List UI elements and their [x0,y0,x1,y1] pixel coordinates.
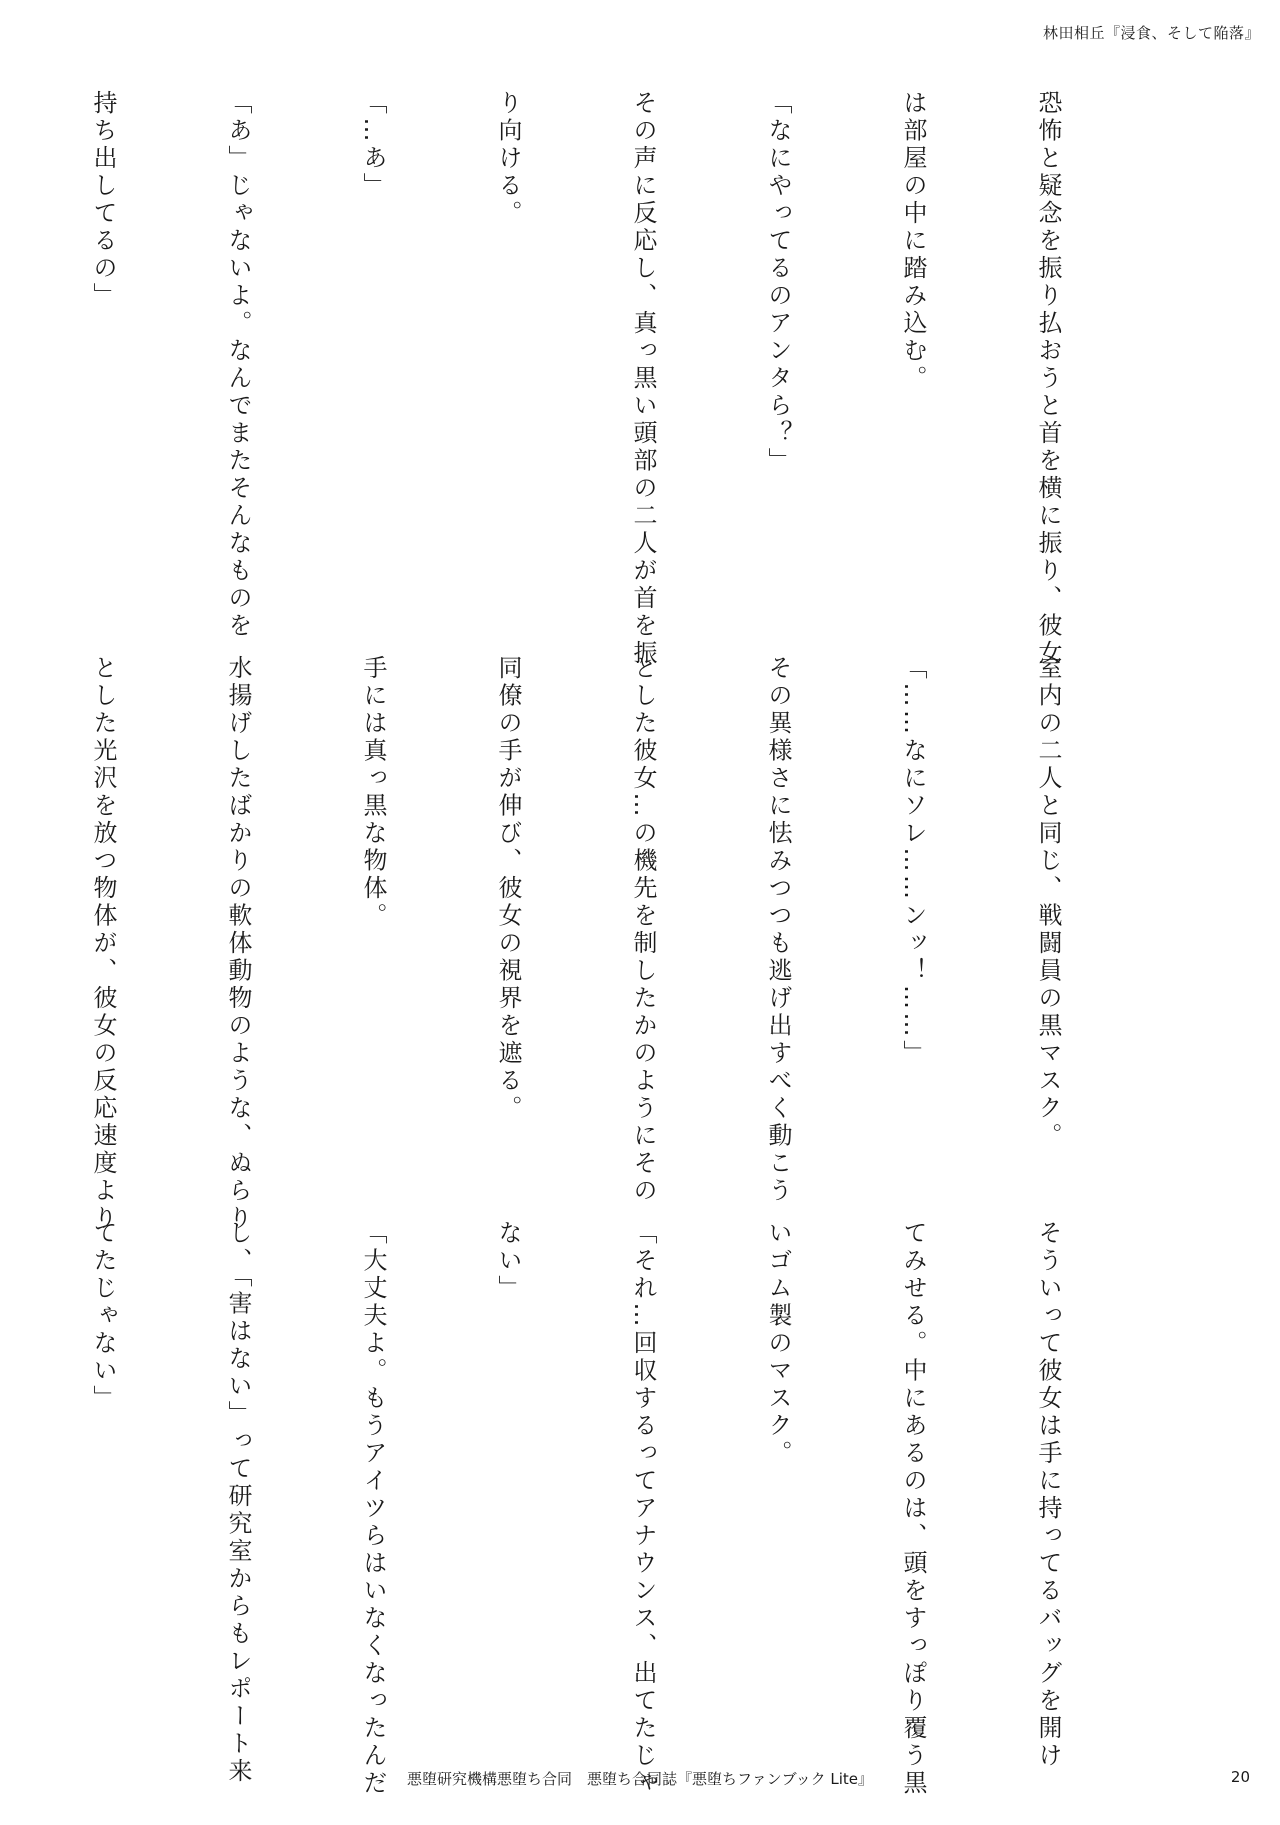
page-number: 20 [1230,1768,1250,1786]
text-line: 「大丈夫よ。もうアイツらはいなくなったんだ [359,1220,387,1798]
text-line: 「……なにソレ……ンッ！……」 [899,655,927,1068]
text-line: とした彼女…の機先を制したかのようにその [629,655,657,1205]
text-line: 「なにやってるのアンタら？」 [764,90,792,475]
running-footer: 悪堕研究機構悪堕ち合同 悪堕ち合同誌『悪堕ちファンブック Lite』 [406,1770,874,1788]
text-line: し、「害はない」って研究室からもレポート来 [224,1220,252,1786]
running-header: 林田相丘『浸食、そして陥落』 [1042,24,1260,42]
text-line: 「それ…回収するってアナウンス、出てたじゃ [629,1220,657,1798]
text-line: いゴム製のマスク。 [764,1220,792,1468]
text-line: その異様さに怯みつつも逃げ出すべく動こう [764,655,792,1205]
text-line: 水揚げしたばかりの軟体動物のような、ぬらり [224,655,252,1233]
text-line: は部屋の中に踏み込む。 [899,90,927,393]
text-line: その声に反応し、真っ黒い頭部の二人が首を振 [629,90,657,668]
text-line: 手には真っ黒な物体。 [359,655,387,930]
text-line: そういって彼女は手に持ってるバッグを開け [1034,1220,1062,1770]
text-line: ない」 [494,1220,522,1303]
text-line: 「あ」じゃないよ。なんでまたそんなものを [224,90,252,640]
text-line: てたじゃない」 [89,1220,117,1413]
text-line: 「…あ」 [359,90,387,200]
text-block-middle [89,655,1160,1233]
text-line: 室内の二人と同じ、戦闘員の黒マスク。 [1034,655,1062,1150]
text-block-top [89,90,1160,668]
text-line: 同僚の手が伸び、彼女の視界を遮る。 [494,655,522,1123]
text-line: 恐怖と疑念を振り払おうと首を横に振り、彼女 [1034,90,1062,668]
text-line: り向ける。 [494,90,522,228]
text-line: てみせる。中にあるのは、頭をすっぽり覆う黒 [899,1220,927,1798]
text-line: とした光沢を放つ物体が、彼女の反応速度より [89,655,117,1233]
text-line: 持ち出してるの」 [89,90,117,310]
